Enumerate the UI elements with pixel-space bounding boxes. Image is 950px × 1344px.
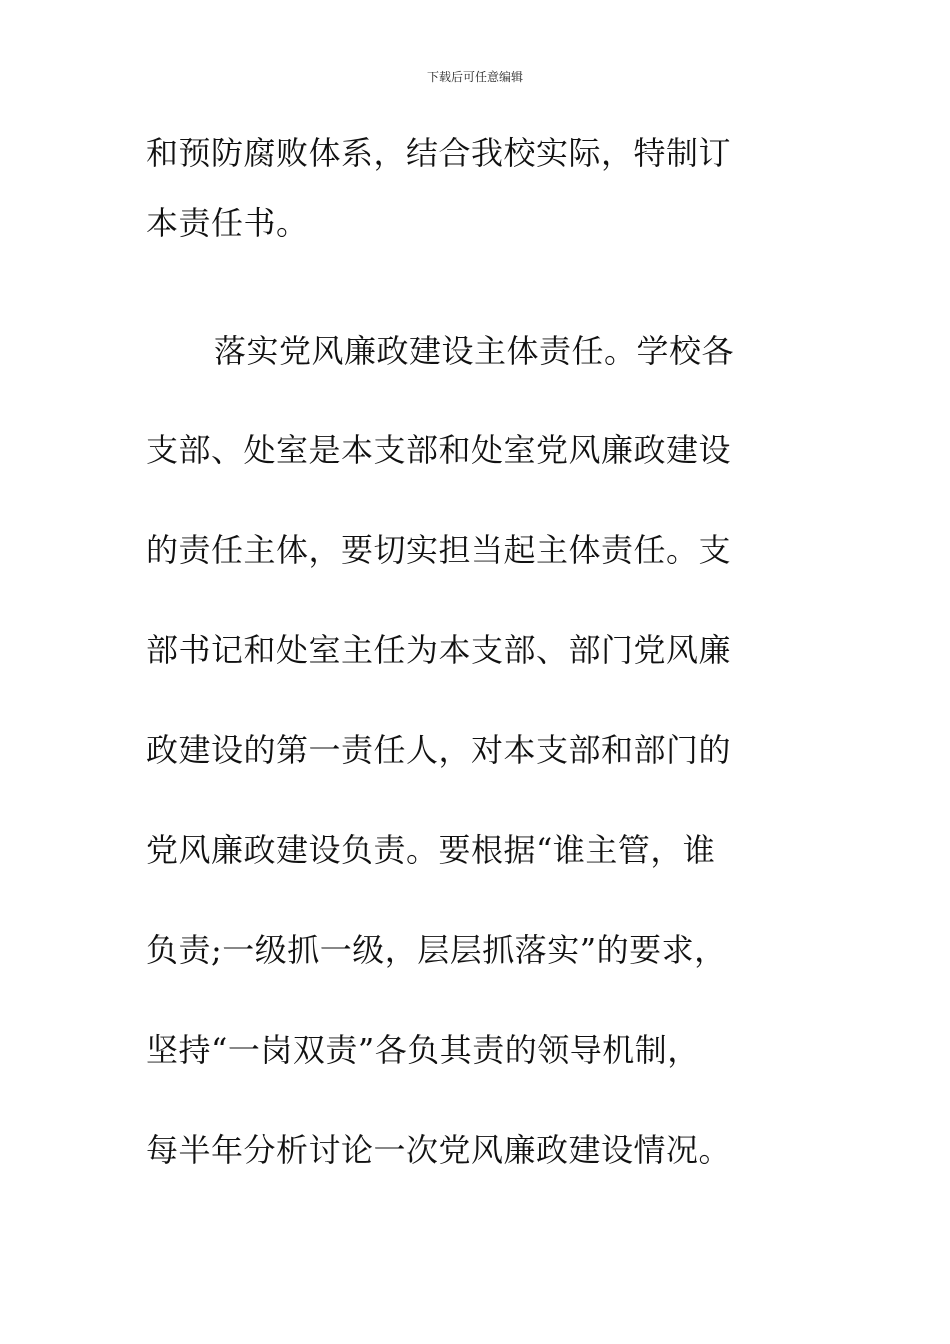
body-line: 和预防腐败体系，结合我校实际，特制订 (146, 134, 732, 172)
body-line: 负责;一级抓一级，层层抓落实”的要求， (146, 931, 727, 969)
body-line: 支部、处室是本支部和处室党风廉政建设 (146, 431, 732, 469)
body-line: 政建设的第一责任人，对本支部和部门的 (146, 731, 732, 769)
header-note: 下载后可任意编辑 (426, 70, 523, 84)
body-line: 本责任书。 (146, 204, 309, 242)
body-line: 党风廉政建设负责。要根据“谁主管，谁 (146, 831, 716, 869)
body-line: 部书记和处室主任为本支部、部门党风廉 (146, 631, 732, 669)
body-line: 坚持“一岗双责”各负其责的领导机制， (146, 1031, 700, 1069)
body-line: 每半年分析讨论一次党风廉政建设情况。 (146, 1131, 732, 1169)
body-line: 的责任主体，要切实担当起主体责任。支 (146, 531, 732, 569)
paragraph-start-line: 落实党风廉政建设主体责任。学校各 (214, 332, 735, 370)
